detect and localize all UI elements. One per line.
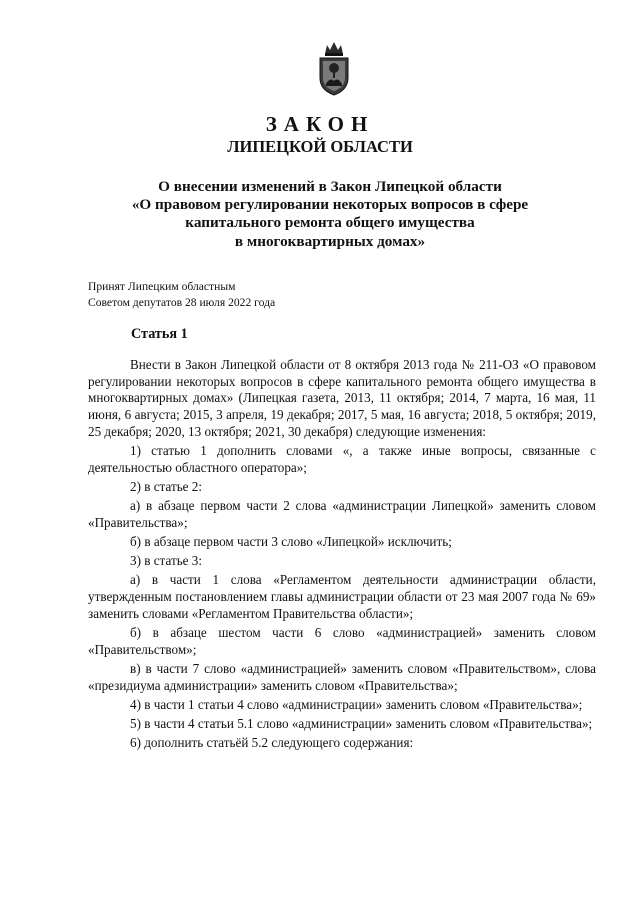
body-paragraph: 2) в статье 2: [130,478,203,494]
body-paragraph: б) в абзаце шестом части 6 слово «администрацией» заменить словом «Правительством»; [88,625,596,657]
article-heading: Статья 1 [131,326,188,342]
coat-of-arms-icon [317,40,351,98]
subject-line: О внесении изменений в Закон Липецкой области [158,178,502,195]
body-paragraph: 5) в части 4 статьи 5.1 слово «администрации» заменить словом «Правительства»; [130,716,593,732]
body-paragraph: 4) в части 1 статьи 4 слово «администрации» заменить словом «Правительства»; [130,696,583,712]
body-paragraph: а) в части 1 слова «Регламентом деятельности администрации области, утвержденным постановлением главы администрации области от 23 мая 2007 года № 69» заменить словами «Регламентом Правительства области»; [88,572,596,621]
adoption-line: Советом депутатов 28 июля 2022 года [88,296,276,309]
body-paragraph: в) в части 7 слово «администрацией» заменить словом «Правительством», слова «президиума администрации» заменить словом «Правительства»; [88,660,596,693]
subject-line: капитального ремонта общего имущества [185,214,475,232]
adoption-line: Принят Липецким областным [88,280,236,293]
article-body [88,357,596,754]
body-paragraph: Внести в Закон Липецкой области от 8 октября 2013 года № 211-ОЗ «О правовом регулировании некоторых вопросов в сфере капитального ремонта общего имущества в многоквартирных домах» (Липецкая газета, 2013, 11 октября; 2014, 7 марта, 16 мая, 11 июня, 6 августа; 2015, 3 апреля, 19 декабря; 2017, 5 мая, 16 августа; 2018, 5 октября; 2019, 25 декабря; 2020, 13 октября; 2021, 30 декабря) следующие изменения: [88,357,596,439]
body-paragraph: 1) статью 1 дополнить словами «, а также иные вопросы, связанные с деятельностью областного оператора»; [88,443,596,475]
law-title: ЗАКОН [265,112,375,136]
body-paragraph: 3) в статье 3: [130,553,203,569]
adoption-note [88,279,275,311]
body-paragraph: 6) дополнить статьёй 5.2 следующего содержания: [130,735,414,751]
subject-line: «О правовом регулировании некоторых вопросов в сфере [131,196,529,214]
body-paragraph: а) в абзаце первом части 2 слова «администрации Липецкой» заменить словом «Правительства»; [88,498,596,530]
region-title: ЛИПЕЦКОЙ ОБЛАСТИ [227,137,413,156]
body-paragraph: б) в абзаце первом части 3 слово «Липецкой» исключить; [130,534,452,550]
law-subject [110,178,550,251]
subject-line: в многоквартирных домах» [234,232,426,250]
